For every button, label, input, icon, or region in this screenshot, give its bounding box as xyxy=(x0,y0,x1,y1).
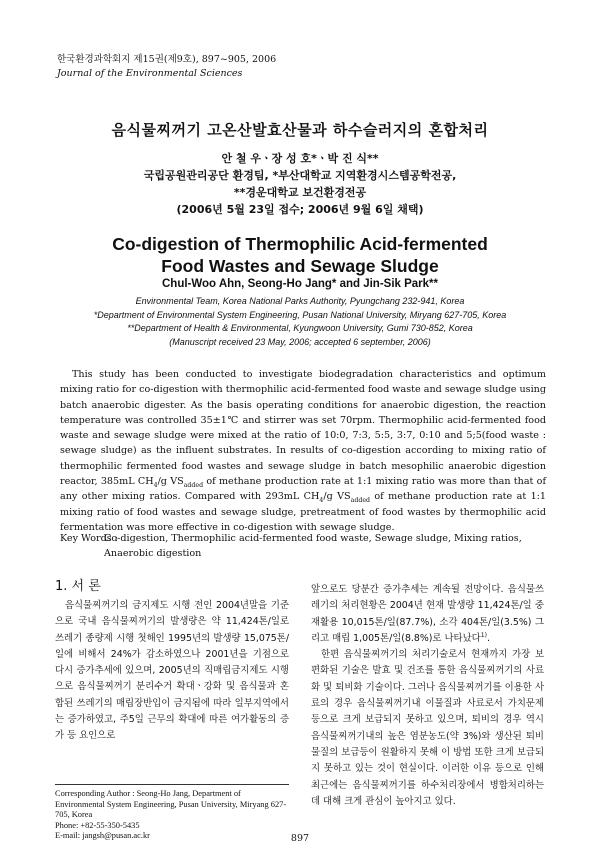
english-authors: Chul-Woo Ahn, Seong-Ho Jang* and Jin-Sik Park** xyxy=(161,278,439,290)
abstract-text-5: of methane production rate at 1:1 mixing ratio of food wastes and sewage sludge, pretreatment of food wastes by thermophilic acid fermentation was more effective in co-digestion with sewage sludge. xyxy=(60,491,547,533)
english-title-line1: Co-digestion of Thermophilic Acid-fermented xyxy=(112,234,488,254)
korean-authors: 안 철 우ㆍ장 성 호*ㆍ박 진 식** xyxy=(221,152,379,165)
korean-received: (2006년 5월 23일 접수; 2006년 9월 6일 채택) xyxy=(176,203,424,216)
left-paragraph: 음식물찌꺼기의 금지제도 시행 전인 2004년말을 기준으로 국내 음식물찌꺼기의 발생량은 약 11,424톤/일로 쓰레기 종량제 시행 첫해인 1995년의 발생량 15,075톤/일에 비해서 24%가 감소하였으나 2001년을 기점으로 다시 증가추세에 있으며, 2005년의 직매립금지제도 시행으로 음식물찌꺼기 분리수거 확대ㆍ강화 및 음식물과 혼합된 쓰레기의 매립장반입이 금지됨에 따라 일부지역에서는 증가하였고, 주5일 근무의 확대에 따른 여가활동의 증가 등 요인으로 xyxy=(55,600,289,742)
korean-affiliation-1: 국립공원관리공단 환경팀, *부산대학교 지역환경시스템공학전공, xyxy=(143,169,457,182)
english-affiliation-2: *Department of Environmental System Engineering, Pusan National University, Miryang 627-705, Korea xyxy=(93,309,507,320)
right-paragraph-1 xyxy=(311,582,544,647)
english-affiliation-1: Environmental Team, Korea National Parks Authority, Pyungchang 232-941, Korea xyxy=(135,296,465,306)
abstract-text-2: /g VS xyxy=(157,476,184,488)
journal-name: Journal of the Environmental Sciences xyxy=(57,68,243,79)
abstract-sub-3: 4 xyxy=(319,497,324,505)
keywords-text: Co-digestion, Thermophilic acid-fermented food waste, Sewage sludge, Mixing ratios, Anaerobic digestion xyxy=(104,533,522,560)
english-affiliations xyxy=(0,295,600,349)
right-paragraph-1-end: . xyxy=(486,632,490,644)
keywords-label: Key Words : xyxy=(60,533,118,544)
journal-citation: 한국환경과학회지 제15권(제9호), 897~905, 2006 xyxy=(57,54,277,65)
abstract-text-3: of methane production rate at 1:1 mixing ratio was more than that of any other mixing ratios. Compared with 293mL CH xyxy=(60,476,546,503)
abstract-sub-4: added xyxy=(350,497,371,505)
english-affiliation-3: **Department of Health & Environmental, Kyungwoon University, Gumi 730-852, Korea xyxy=(127,323,473,333)
abstract-text-4: /g VS xyxy=(323,491,351,503)
footnote-author: Corresponding Author : Seong-Ho Jang, Department of Environmental System Engineering, Pusan University, Miryang 627-705, Korea xyxy=(55,789,287,820)
journal-header xyxy=(57,53,276,81)
keywords xyxy=(60,531,546,562)
footnote-email: E-mail: jangsh@pusan.ac.kr xyxy=(55,831,150,841)
right-paragraph-2: 한편 음식물찌꺼기의 처리기술로서 현재까지 가장 보편화된 기술은 발효 및 건조를 통한 음식물찌꺼기의 사료화 및 퇴비화 기술이다. 그러나 음식물찌꺼기를 이용한 사료의 경우 음식물찌꺼기내 이물질과 사료로서 가치문제 등으로 크게 보급되지 못하고 있으며, 퇴비의 경우 역시 음식물찌꺼기내의 높은 염분농도(약 3%)와 생산된 퇴비물질의 보급등이 원활하지 못해 이 방법 또한 크게 보급되지 못하고 있는 것이 현실이다. 이러한 이유 등으로 인해 최근에는 음식물찌꺼기를 하수처리장에서 병합처리하는데 대해 크게 관심이 높아지고 있다. xyxy=(311,649,544,807)
section-heading: 1. 서 론 xyxy=(55,579,101,594)
english-title-line2: Food Wastes and Sewage Sludge xyxy=(161,256,439,276)
right-column xyxy=(311,582,544,810)
abstract-sub-2: added xyxy=(183,481,204,489)
abstract xyxy=(60,367,546,535)
english-received: (Manuscript received 23 May, 2006; accepted 6 september, 2006) xyxy=(169,336,431,347)
abstract-text-1: This study has been conducted to investigate biodegradation characteristics and optimum mixing ratio for co-digestion with thermophilic acid-fermented food waste and sewage sludge using batch anaerobic digester. As the basis operating conditions for anaerobic digestion, the reaction temperature was controlled 35±1℃ and stirrer was set 70rpm. Thermophilic acid-fermented food waste and sewage sludge were mixed at the ratio of 10:0, 7:3, 5:5, 3:7, 0:10 and 5;5(food waste : sewage sludge) as the influent substrates. In results of co-digestion according to mixing ratio of thermophilic fermented food wastes and sewage sludge in batch mesophilic anaerobic digestion reactor, 385mL CH xyxy=(60,369,546,488)
korean-author-block xyxy=(0,150,600,218)
footnote-phone: Phone: +82-55-350-5435 xyxy=(55,820,140,830)
korean-affiliation-2: **경운대학교 보건환경전공 xyxy=(233,186,367,199)
page-number: 897 xyxy=(290,833,310,844)
citation-1: 1) xyxy=(480,631,487,639)
left-column xyxy=(55,598,289,745)
right-paragraph-1-text: 앞으로도 당분간 증가추세는 계속될 전망이다. 음식물쓰레기의 처리현황은 2004년 현재 발생량 11,424톤/일 중 재활용 10,015톤/일(87.7%), 소각 404톤/일(3.5%) 그리고 매립 1,005톤/일(8.8%)로 나타났다 xyxy=(311,584,544,644)
abstract-sub-1: 4 xyxy=(153,481,158,489)
korean-title: 음식물찌꺼기 고온산발효산물과 하수슬러지의 혼합처리 xyxy=(111,121,489,139)
english-title xyxy=(0,233,600,277)
